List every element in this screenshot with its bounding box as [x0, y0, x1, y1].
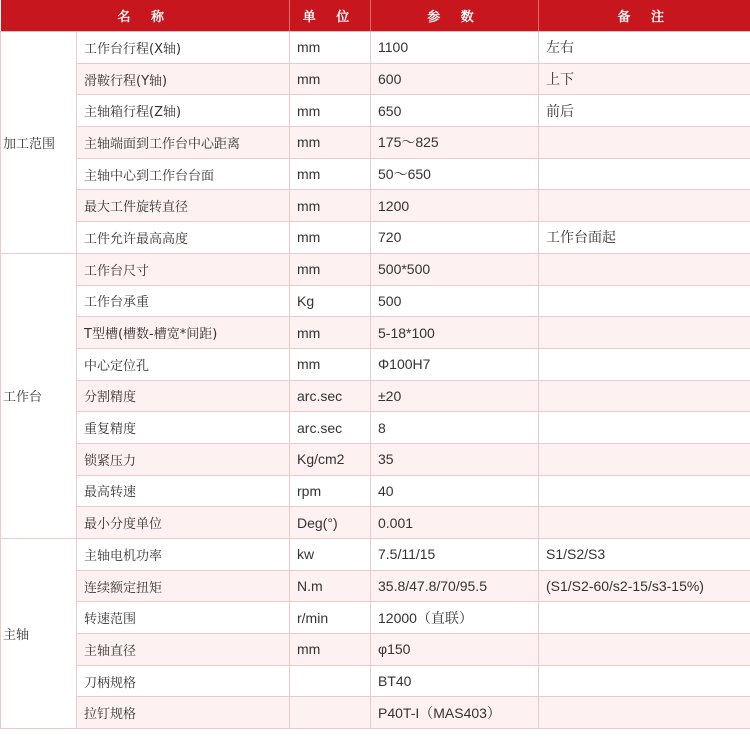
- row-note: [539, 127, 750, 159]
- row-note: [539, 602, 750, 634]
- row-value: 1100: [371, 32, 539, 64]
- table-row: [1, 95, 750, 127]
- row-name: 锁紧压力: [77, 443, 290, 475]
- table-row: [1, 63, 750, 95]
- row-note: [539, 634, 750, 666]
- table-row: [1, 475, 750, 507]
- row-name: 分割精度: [77, 380, 290, 412]
- row-unit: [290, 665, 371, 697]
- row-unit: Kg: [290, 285, 371, 317]
- row-unit: mm: [290, 95, 371, 127]
- row-unit: arc.sec: [290, 380, 371, 412]
- row-value: ±20: [371, 380, 539, 412]
- table-row: [1, 285, 750, 317]
- row-unit: mm: [290, 634, 371, 666]
- row-note: [539, 475, 750, 507]
- row-value: 0.001: [371, 507, 539, 539]
- header-note: 备 注: [539, 0, 750, 32]
- row-note: (S1/S2-60/s2-15/s3-15%): [539, 570, 750, 602]
- table-row: [1, 412, 750, 444]
- row-value: 720: [371, 222, 539, 254]
- row-value: 40: [371, 475, 539, 507]
- table-row: [1, 602, 750, 634]
- header-param: 参 数: [371, 0, 539, 32]
- row-value: 12000（直联）: [371, 602, 539, 634]
- row-name: T型槽(槽数-槽宽*间距): [77, 317, 290, 349]
- row-name: 最小分度单位: [77, 507, 290, 539]
- row-unit: Kg/cm2: [290, 443, 371, 475]
- row-note: [539, 158, 750, 190]
- row-unit: Deg(°): [290, 507, 371, 539]
- row-value: 7.5/11/15: [371, 539, 539, 571]
- row-name: 拉钉规格: [77, 697, 290, 729]
- row-note: [539, 380, 750, 412]
- row-value: 500*500: [371, 253, 539, 285]
- row-unit: mm: [290, 190, 371, 222]
- row-note: [539, 348, 750, 380]
- row-note: [539, 317, 750, 349]
- row-unit: mm: [290, 127, 371, 159]
- table-row: [1, 348, 750, 380]
- row-name: 工作台承重: [77, 285, 290, 317]
- table-row: [1, 32, 750, 64]
- row-value: 8: [371, 412, 539, 444]
- table-row: [1, 158, 750, 190]
- table-row: [1, 317, 750, 349]
- row-note: 左右: [539, 32, 750, 64]
- table-row: [1, 539, 750, 571]
- row-note: [539, 285, 750, 317]
- row-unit: r/min: [290, 602, 371, 634]
- row-name: 连续额定扭矩: [77, 570, 290, 602]
- row-unit: mm: [290, 253, 371, 285]
- table-row: [1, 443, 750, 475]
- row-name: 刀柄规格: [77, 665, 290, 697]
- row-value: P40T-I（MAS403）: [371, 697, 539, 729]
- table-row: [1, 665, 750, 697]
- row-unit: mm: [290, 158, 371, 190]
- row-name: 主轴箱行程(Z轴): [77, 95, 290, 127]
- row-value: 35: [371, 443, 539, 475]
- table-row: [1, 570, 750, 602]
- row-unit: rpm: [290, 475, 371, 507]
- row-value: 5-18*100: [371, 317, 539, 349]
- row-unit: mm: [290, 317, 371, 349]
- header-row: [1, 0, 750, 32]
- row-unit: mm: [290, 348, 371, 380]
- group-label: 工作台: [1, 253, 77, 538]
- row-name: 主轴直径: [77, 634, 290, 666]
- row-value: φ150: [371, 634, 539, 666]
- row-unit: arc.sec: [290, 412, 371, 444]
- row-note: 工作台面起: [539, 222, 750, 254]
- table-row: [1, 253, 750, 285]
- row-name: 工件允许最高高度: [77, 222, 290, 254]
- row-value: Φ100H7: [371, 348, 539, 380]
- table-row: [1, 634, 750, 666]
- row-value: 175～825: [371, 127, 539, 159]
- row-note: 上下: [539, 63, 750, 95]
- row-note: [539, 507, 750, 539]
- row-name: 主轴端面到工作台中心距离: [77, 127, 290, 159]
- row-note: [539, 665, 750, 697]
- row-note: [539, 253, 750, 285]
- row-value: BT40: [371, 665, 539, 697]
- row-note: [539, 443, 750, 475]
- row-note: [539, 190, 750, 222]
- row-name: 工作台行程(X轴): [77, 32, 290, 64]
- row-name: 最高转速: [77, 475, 290, 507]
- row-name: 重复精度: [77, 412, 290, 444]
- row-unit: N.m: [290, 570, 371, 602]
- table-row: [1, 507, 750, 539]
- row-value: 500: [371, 285, 539, 317]
- row-name: 转速范围: [77, 602, 290, 634]
- row-note: 前后: [539, 95, 750, 127]
- row-value: 50～650: [371, 158, 539, 190]
- row-value: 600: [371, 63, 539, 95]
- row-value: 1200: [371, 190, 539, 222]
- row-name: 主轴电机功率: [77, 539, 290, 571]
- table-row: [1, 222, 750, 254]
- header-name: 名 称: [1, 0, 290, 32]
- header-unit: 单 位: [290, 0, 371, 32]
- row-name: 工作台尺寸: [77, 253, 290, 285]
- group-label: 主轴: [1, 539, 77, 729]
- row-name: 滑鞍行程(Y轴): [77, 63, 290, 95]
- table-row: [1, 190, 750, 222]
- row-value: 650: [371, 95, 539, 127]
- table-row: [1, 380, 750, 412]
- table-body: [1, 32, 750, 729]
- row-note: [539, 412, 750, 444]
- table-header: [1, 0, 750, 32]
- row-name: 最大工件旋转直径: [77, 190, 290, 222]
- group-label: 加工范围: [1, 32, 77, 254]
- row-unit: mm: [290, 63, 371, 95]
- row-unit: mm: [290, 222, 371, 254]
- row-note: [539, 697, 750, 729]
- row-name: 中心定位孔: [77, 348, 290, 380]
- row-value: 35.8/47.8/70/95.5: [371, 570, 539, 602]
- row-unit: kw: [290, 539, 371, 571]
- row-unit: mm: [290, 32, 371, 64]
- row-name: 主轴中心到工作台台面: [77, 158, 290, 190]
- table-row: [1, 697, 750, 729]
- row-note: S1/S2/S3: [539, 539, 750, 571]
- table-row: [1, 127, 750, 159]
- row-unit: [290, 697, 371, 729]
